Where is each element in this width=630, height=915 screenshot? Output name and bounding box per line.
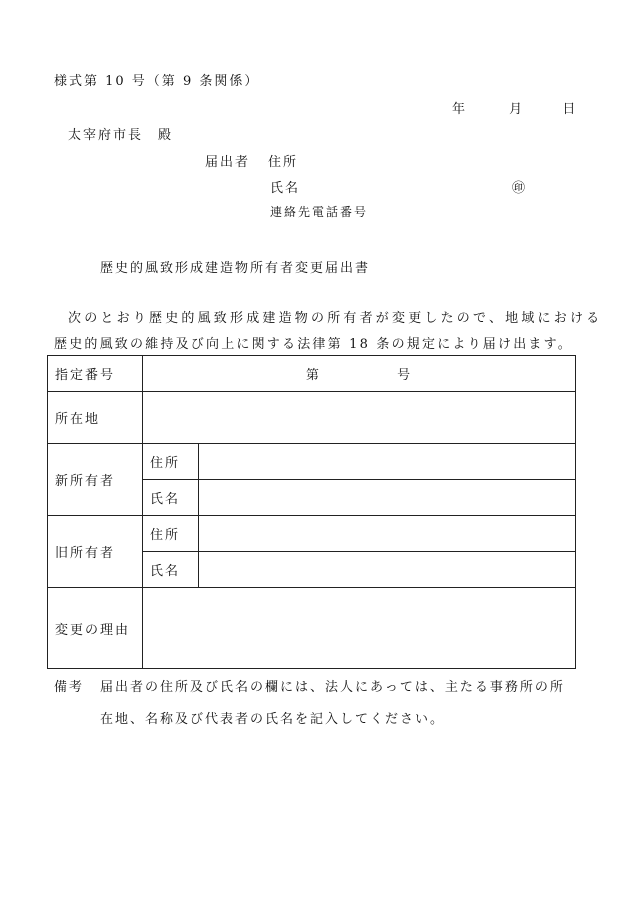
designation-row	[48, 356, 576, 392]
applicant-address-label: 住所	[268, 155, 299, 170]
old-owner-name-label: 氏名	[143, 552, 199, 588]
date-line	[452, 98, 577, 117]
location-row	[48, 392, 576, 444]
reason-label: 変更の理由	[48, 588, 143, 669]
new-owner-address-field[interactable]	[199, 444, 576, 480]
applicant-label: 届出者	[205, 155, 251, 170]
new-owner-name-label: 氏名	[143, 480, 199, 516]
intro-line-2: 歴史的風致の維持及び向上に関する法律第 18 条の規定により届け出ます。	[54, 337, 573, 352]
intro-line-1: 次のとおり歴史的風致形成建造物の所有者が変更したので、地域における	[68, 311, 603, 326]
designation-prefix: 第	[305, 368, 321, 383]
seal-mark: ㊞	[512, 181, 528, 196]
location-label: 所在地	[48, 392, 143, 444]
new-owner-name-field[interactable]	[199, 480, 576, 516]
remarks	[54, 672, 584, 736]
reason-field[interactable]	[143, 588, 576, 669]
document-title: 歴史的風致形成建造物所有者変更届出書	[100, 261, 371, 276]
form-number: 様式第 10 号（第 9 条関係）	[54, 74, 260, 89]
date-month: 月	[509, 102, 525, 117]
date-day: 日	[562, 102, 578, 117]
applicant-phone-label: 連絡先電話番号	[270, 205, 369, 219]
new-owner-address-row	[48, 444, 576, 480]
remarks-line-2: 在地、名称及び代表者の氏名を記入してください。	[100, 712, 446, 727]
old-owner-address-label: 住所	[143, 516, 199, 552]
old-owner-label: 旧所有者	[48, 516, 143, 588]
date-year: 年	[452, 102, 468, 117]
new-owner-label: 新所有者	[48, 444, 143, 516]
addressee: 太宰府市長 殿	[68, 128, 174, 143]
designation-number-field[interactable]	[143, 356, 576, 392]
designation-label: 指定番号	[48, 356, 143, 392]
old-owner-address-row	[48, 516, 576, 552]
remarks-line-1	[54, 672, 584, 704]
reason-row	[48, 588, 576, 669]
designation-suffix: 号	[397, 368, 413, 383]
remarks-text-1: 届出者の住所及び氏名の欄には、法人にあっては、主たる事務所の所	[100, 680, 565, 695]
location-field[interactable]	[143, 392, 576, 444]
notification-table	[47, 355, 576, 669]
new-owner-address-label: 住所	[143, 444, 199, 480]
old-owner-name-field[interactable]	[199, 552, 576, 588]
applicant-name-label: 氏名	[270, 181, 301, 196]
old-owner-address-field[interactable]	[199, 516, 576, 552]
remarks-label: 備考	[54, 680, 85, 695]
